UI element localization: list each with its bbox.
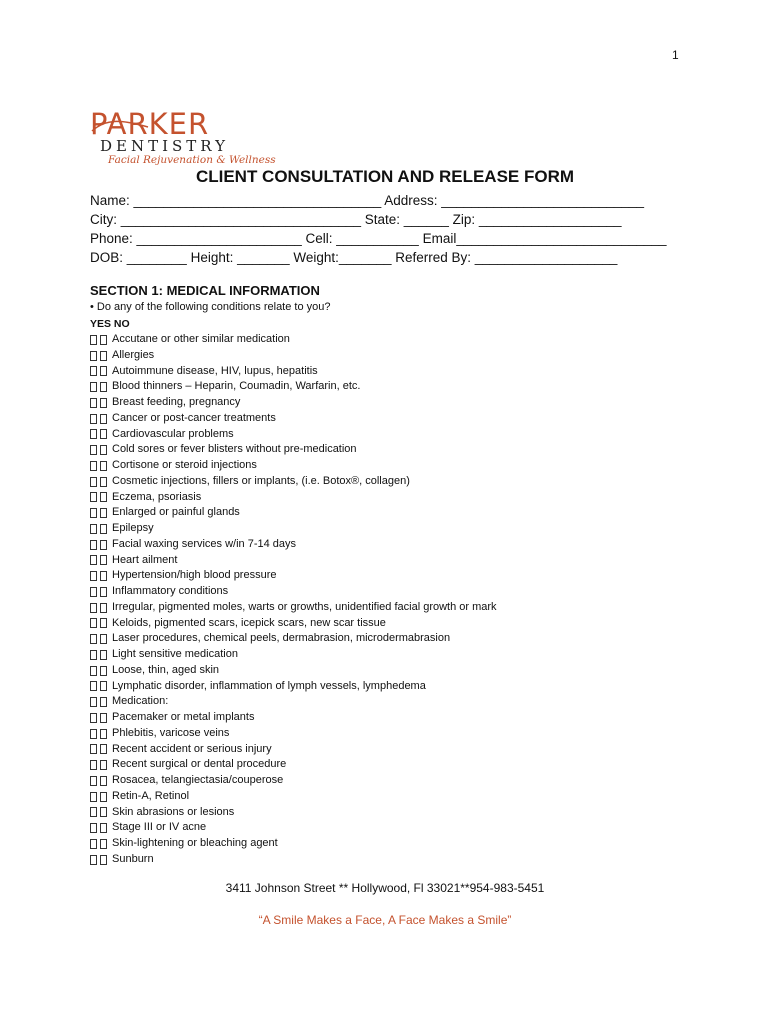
yes-checkbox[interactable] (90, 792, 97, 802)
condition-label: Inflammatory conditions (112, 585, 229, 597)
name-address-fields[interactable]: Name: _________________________________ Address: ___________________________ (90, 193, 645, 208)
condition-label: Skin abrasions or lesions (112, 805, 235, 818)
condition-item (90, 773, 497, 789)
condition-item (90, 679, 497, 695)
condition-label: Irregular, pigmented moles, warts or growths, unidentified facial growth or mark (112, 600, 497, 613)
parker-dentistry-logo (90, 107, 276, 167)
condition-item (90, 458, 497, 474)
condition-item (90, 537, 497, 553)
condition-label: Light sensitive medication (112, 648, 238, 660)
conditions-list (90, 332, 497, 868)
no-checkbox[interactable] (100, 744, 107, 754)
yes-checkbox[interactable] (90, 587, 97, 597)
section-title: SECTION 1: MEDICAL INFORMATION (90, 283, 320, 298)
no-checkbox[interactable] (100, 414, 107, 424)
yes-checkbox[interactable] (90, 713, 97, 723)
no-checkbox[interactable] (100, 634, 107, 644)
yes-checkbox[interactable] (90, 382, 97, 392)
condition-label: Lymphatic disorder, inflammation of lymph vessels, lymphedema (112, 679, 426, 692)
condition-label: Cortisone or steroid injections (112, 459, 257, 471)
condition-label: Sunburn (112, 852, 154, 865)
conditions-question: • Do any of the following conditions relate to you? (90, 301, 331, 313)
condition-item (90, 852, 497, 868)
no-checkbox[interactable] (100, 618, 107, 628)
condition-label: Heart ailment (112, 553, 178, 566)
no-checkbox[interactable] (100, 713, 107, 723)
condition-label: Allergies (112, 348, 155, 361)
no-checkbox[interactable] (100, 508, 107, 518)
condition-item (90, 505, 497, 521)
condition-label: Recent surgical or dental procedure (112, 758, 287, 771)
yes-checkbox[interactable] (90, 603, 97, 613)
condition-item (90, 742, 497, 758)
condition-label: Autoimmune disease, HIV, lupus, hepatitis (112, 364, 318, 377)
condition-label: Keloids, pigmented scars, icepick scars, new scar tissue (112, 616, 386, 629)
dob-height-weight-referral-fields[interactable]: DOB: ________ Height: _______ Weight:_______ Referred By: ___________________ (90, 250, 618, 265)
condition-item (90, 348, 497, 364)
logo-dentistry-text: DENTISTRY (100, 137, 230, 155)
yes-checkbox[interactable] (90, 445, 97, 455)
condition-label: Cancer or post-cancer treatments (112, 411, 276, 424)
condition-label: Medication: (112, 695, 169, 708)
footer-address: 3411 Johnson Street ** Hollywood, Fl 33021**954-983-5451 (225, 881, 545, 895)
condition-label: Phlebitis, varicose veins (112, 726, 230, 739)
condition-label: Cosmetic injections, fillers or implants, (i.e. Botox®, collagen) (112, 474, 410, 487)
condition-label: Laser procedures, chemical peels, dermabrasion, microdermabrasion (112, 632, 451, 645)
condition-item (90, 584, 497, 600)
no-checkbox[interactable] (100, 776, 107, 786)
condition-item (90, 726, 497, 742)
condition-label: Blood thinners – Heparin, Coumadin, Warfarin, etc. (112, 380, 361, 393)
condition-label: Hypertension/high blood pressure (112, 569, 277, 582)
no-checkbox[interactable] (100, 492, 107, 502)
yes-checkbox[interactable] (90, 429, 97, 439)
yes-checkbox[interactable] (90, 508, 97, 518)
condition-item (90, 710, 497, 726)
condition-item (90, 836, 497, 852)
yes-checkbox[interactable] (90, 555, 97, 565)
yes-checkbox[interactable] (90, 524, 97, 534)
form-title: CLIENT CONSULTATION AND RELEASE FORM (195, 167, 575, 186)
condition-label: Pacemaker or metal implants (112, 711, 255, 723)
phone-cell-email-fields[interactable]: Phone: ______________________ Cell: ___________ Email____________________________ (90, 231, 667, 246)
condition-item (90, 757, 497, 773)
condition-label: Breast feeding, pregnancy (112, 396, 241, 408)
condition-item (90, 332, 497, 348)
condition-label: Stage III or IV acne (112, 821, 207, 834)
no-checkbox[interactable] (100, 807, 107, 817)
condition-item (90, 427, 497, 443)
yes-checkbox[interactable] (90, 681, 97, 691)
no-checkbox[interactable] (100, 335, 107, 345)
footer-motto: “A Smile Makes a Face, A Face Makes a Smile” (258, 913, 512, 927)
condition-label: Accutane or other similar medication (112, 333, 290, 345)
no-checkbox[interactable] (100, 477, 107, 487)
no-checkbox[interactable] (100, 445, 107, 455)
condition-item (90, 568, 497, 584)
condition-label: Cardiovascular problems (112, 427, 234, 440)
condition-item (90, 521, 497, 537)
condition-item (90, 631, 497, 647)
yes-checkbox[interactable] (90, 414, 97, 424)
no-checkbox[interactable] (100, 382, 107, 392)
no-checkbox[interactable] (100, 792, 107, 802)
condition-label: Cold sores or fever blisters without pre-medication (112, 443, 357, 456)
no-checkbox[interactable] (100, 351, 107, 361)
condition-label: Rosacea, telangiectasia/couperose (112, 774, 284, 786)
condition-label: Retin-A, Retinol (112, 789, 190, 802)
yes-checkbox[interactable] (90, 492, 97, 502)
condition-item (90, 820, 497, 836)
no-checkbox[interactable] (100, 461, 107, 471)
condition-item (90, 442, 497, 458)
no-checkbox[interactable] (100, 524, 107, 534)
logo-parker-text: PARKER (90, 107, 210, 141)
no-checkbox[interactable] (100, 823, 107, 833)
condition-item (90, 364, 497, 380)
condition-item (90, 805, 497, 821)
condition-item (90, 411, 497, 427)
no-checkbox[interactable] (100, 603, 107, 613)
yes-checkbox[interactable] (90, 760, 97, 770)
condition-item (90, 490, 497, 506)
yes-checkbox[interactable] (90, 823, 97, 833)
yes-checkbox[interactable] (90, 398, 97, 408)
logo-tagline: Facial Rejuvenation & Wellness (108, 154, 276, 166)
condition-label: Epilepsy (112, 522, 154, 534)
yes-checkbox[interactable] (90, 634, 97, 644)
page-number: 1 (672, 48, 679, 62)
no-checkbox[interactable] (100, 429, 107, 439)
no-checkbox[interactable] (100, 398, 107, 408)
condition-item (90, 379, 497, 395)
yes-checkbox[interactable] (90, 839, 97, 849)
no-checkbox[interactable] (100, 839, 107, 849)
yes-no-header: YES NO (90, 318, 130, 330)
city-state-zip-fields[interactable]: City: ________________________________ State: ______ Zip: ___________________ (90, 212, 622, 227)
yes-checkbox[interactable] (90, 855, 97, 865)
yes-checkbox[interactable] (90, 807, 97, 817)
yes-checkbox[interactable] (90, 697, 97, 707)
no-checkbox[interactable] (100, 366, 107, 376)
no-checkbox[interactable] (100, 571, 107, 581)
no-checkbox[interactable] (100, 650, 107, 660)
yes-checkbox[interactable] (90, 461, 97, 471)
condition-item (90, 474, 497, 490)
condition-item (90, 694, 497, 710)
condition-item (90, 647, 497, 663)
condition-item (90, 616, 497, 632)
yes-checkbox[interactable] (90, 618, 97, 628)
no-checkbox[interactable] (100, 540, 107, 550)
condition-label: Facial waxing services w/in 7-14 days (112, 537, 297, 550)
no-checkbox[interactable] (100, 587, 107, 597)
condition-label: Loose, thin, aged skin (112, 663, 220, 676)
yes-checkbox[interactable] (90, 744, 97, 754)
no-checkbox[interactable] (100, 697, 107, 707)
yes-checkbox[interactable] (90, 477, 97, 487)
condition-item (90, 395, 497, 411)
no-checkbox[interactable] (100, 729, 107, 739)
condition-label: Eczema, psoriasis (112, 490, 202, 503)
condition-item (90, 789, 497, 805)
yes-checkbox[interactable] (90, 650, 97, 660)
condition-item (90, 600, 497, 616)
no-checkbox[interactable] (100, 855, 107, 865)
no-checkbox[interactable] (100, 666, 107, 676)
no-checkbox[interactable] (100, 555, 107, 565)
yes-checkbox[interactable] (90, 540, 97, 550)
yes-checkbox[interactable] (90, 335, 97, 345)
yes-checkbox[interactable] (90, 571, 97, 581)
yes-checkbox[interactable] (90, 366, 97, 376)
yes-checkbox[interactable] (90, 351, 97, 361)
condition-item (90, 553, 497, 569)
condition-item (90, 663, 497, 679)
yes-checkbox[interactable] (90, 666, 97, 676)
condition-label: Skin-lightening or bleaching agent (112, 837, 278, 849)
no-checkbox[interactable] (100, 760, 107, 770)
condition-label: Enlarged or painful glands (112, 506, 240, 519)
yes-checkbox[interactable] (90, 729, 97, 739)
no-checkbox[interactable] (100, 681, 107, 691)
yes-checkbox[interactable] (90, 776, 97, 786)
condition-label: Recent accident or serious injury (112, 742, 272, 755)
